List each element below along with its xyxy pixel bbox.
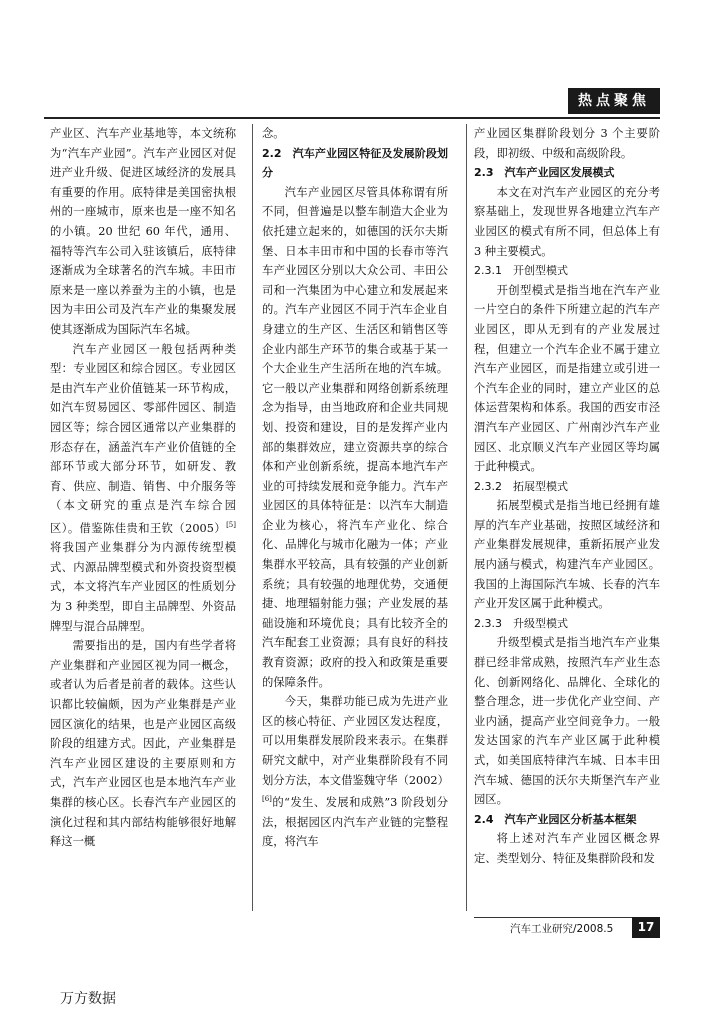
subsection-heading-2-3-1: 2.3.1 开创型模式 [474, 264, 568, 278]
column-separator [466, 124, 467, 911]
paragraph: 汽车产业园区一般包括两种类型：专业园区和综合园区。专业园区是由汽车产业价值链某一环节构成，如汽车贸易园区、零部件园区、制造园区等；综合园区通常以产业集群的形态存在，涵盖汽车产业价值链的全部环节或大部分环节，如研发、教育、供应、制造、销售、中介服务等（本文研究的重点是汽车综合园区）。借鉴陈佳贵和王钦（2005）[5]将我国产业集群分为内源传统型模式、内源品牌型模式和外资投资型模式，本文将汽车产业园区的性质划分为 3 种类型，即自主品牌型、外资品牌型与混合品牌型。 [50, 342, 236, 633]
subsection-heading-2-3-3: 2.3.3 升级型模式 [474, 616, 568, 630]
paragraph: 念。 [262, 127, 285, 140]
column-separator [252, 124, 253, 911]
citation: [6] [262, 795, 272, 804]
section-heading-2-4: 2.4 汽车产业园区分析基本框架 [474, 812, 637, 826]
paragraph: 开创型模式是指当地在汽车产业一片空白的条件下所建立起的汽车产业园区，即从无到有的产业发展过程，但建立一个汽车企业不属于建立汽车产业园区，而是指建立或引进一个汽车企业的同时，建立产业区的总体运营架构和体系。我国的西安市泾渭汽车产业园区、广州南沙汽车产业园区、北京顺义汽车产业园区等均属于此种模式。 [474, 283, 660, 474]
paragraph: 产业园区集群阶段划分 3 个主要阶段，即初级、中级和高级阶段。 [474, 127, 660, 160]
section-label: 热点聚焦 [568, 88, 660, 114]
column-1 [50, 124, 236, 852]
paragraph: 产业区、汽车产业基地等，本文统称为“汽车产业园”。汽车产业园区对促进产业升级、促进区域经济的发展具有重要的作用。底特律是美国密执根州的一座城市，原来也是一座不知名的小镇。20 世纪 60 年代，通用、福特等汽车公司入驻该镇后，底特律逐渐成为全球著名的汽车城。丰田市原来是一座以养蚕为主的小镇，也是因为丰田公司及汽车产业的集聚发展使其逐渐成为国际汽车名城。 [50, 127, 236, 336]
subsection-heading-2-3-2: 2.3.2 拓展型模式 [474, 479, 568, 493]
citation: [5] [226, 520, 236, 529]
section-heading-2-2: 2.2 汽车产业园区特征及发展阶段划分 [262, 146, 448, 180]
section-heading-2-3: 2.3 汽车产业园区发展模式 [474, 166, 615, 180]
paragraph: 本文在对汽车产业园区的充分考察基础上，发现世界各地建立汽车产业园区的模式有所不同，但总体上有 3 种主要模式。 [474, 185, 660, 258]
watermark: 万方数据 [60, 991, 116, 1007]
column-2 [262, 124, 448, 852]
paragraph: 今天，集群功能已成为先进产业区的核心特征、产业园区发达程度，可以用集群发展阶段来表示。在集群研究文献中，对产业集群阶段有不同划分方法，本文借鉴魏守华（2002）[6]的“发生、发展和成熟”3 阶段划分法，根据园区内汽车产业链的完整程度，将汽车 [262, 695, 449, 849]
paragraph: 将上述对汽车产业园区概念界定、类型划分、特征及集群阶段和发 [474, 832, 660, 865]
column-3 [474, 124, 660, 869]
paragraph: 汽车产业园区尽管具体称谓有所不同，但普遍是以整车制造大企业为依托建立起来的，如德国的沃尔夫斯堡、日本丰田市和中国的长春市等汽车产业园区分别以大众公司、丰田公司和一汽集团为中心建立和发展起来的。汽车产业园区不同于汽车企业自身建立的生产区、生活区和销售区等企业内部生产环节的集合或基于某一个大企业生产生活所在地的汽车城。它一般以产业集群和网络创新系统理念为指导，由当地政府和企业共同规划、投资和建设，目的是发挥产业内部的集群效应，建立资源共享的综合体和产业创新系统，提高本地汽车产业的可持续发展和竞争能力。汽车产业园区的具体特征是：以汽车大制造企业为核心，将汽车产业化、综合化、品牌化与城市化融为一体；产业集群水平较高，具有较强的产业创新系统；具有较强的地理优势，交通便捷、地理辐射能力强；产业发展的基础设施和环境优良；具有比较齐全的汽车配套工业资源；具有良好的科技教育资源；政府的投入和政策是重要的保障条件。 [262, 185, 448, 689]
page-number: 17 [632, 917, 660, 938]
journal-footer: 汽车工业研究/2008.5 [510, 923, 614, 935]
header-rule [44, 117, 660, 119]
paragraph: 拓展型模式是指当地已经拥有雄厚的汽车产业基础，按照区域经济和产业集群发展规律，重新拓展产业发展内涵与模式，构建汽车产业园区。我国的上海国际汽车城、长春的汽车产业开发区属于此种模式。 [474, 499, 660, 611]
paragraph: 需要指出的是，国内有些学者将产业集群和产业园区视为同一概念，或者认为后者是前者的载体。这些认识都比较偏颇，因为产业集群是产业园区演化的结果，也是产业园区高级阶段的组建方式。因此，产业集群是汽车产业园区建设的主要原则和方式，汽车产业园区也是本地汽车产业集群的核心区。长春汽车产业园区的演化过程和其内部结构能够很好地解释这一概 [50, 639, 236, 849]
paragraph: 升级型模式是指当地汽车产业集群已经非常成熟，按照汽车产业生态化、创新网络化、品牌化、全球化的整合理念，进一步优化产业空间、产业内涵，提高产业空间竞争力。一般发达国家的汽车产业区属于此种模式，如美国底特律汽车城、日本丰田汽车城、德国的沃尔夫斯堡汽车产业园区。 [474, 636, 660, 807]
